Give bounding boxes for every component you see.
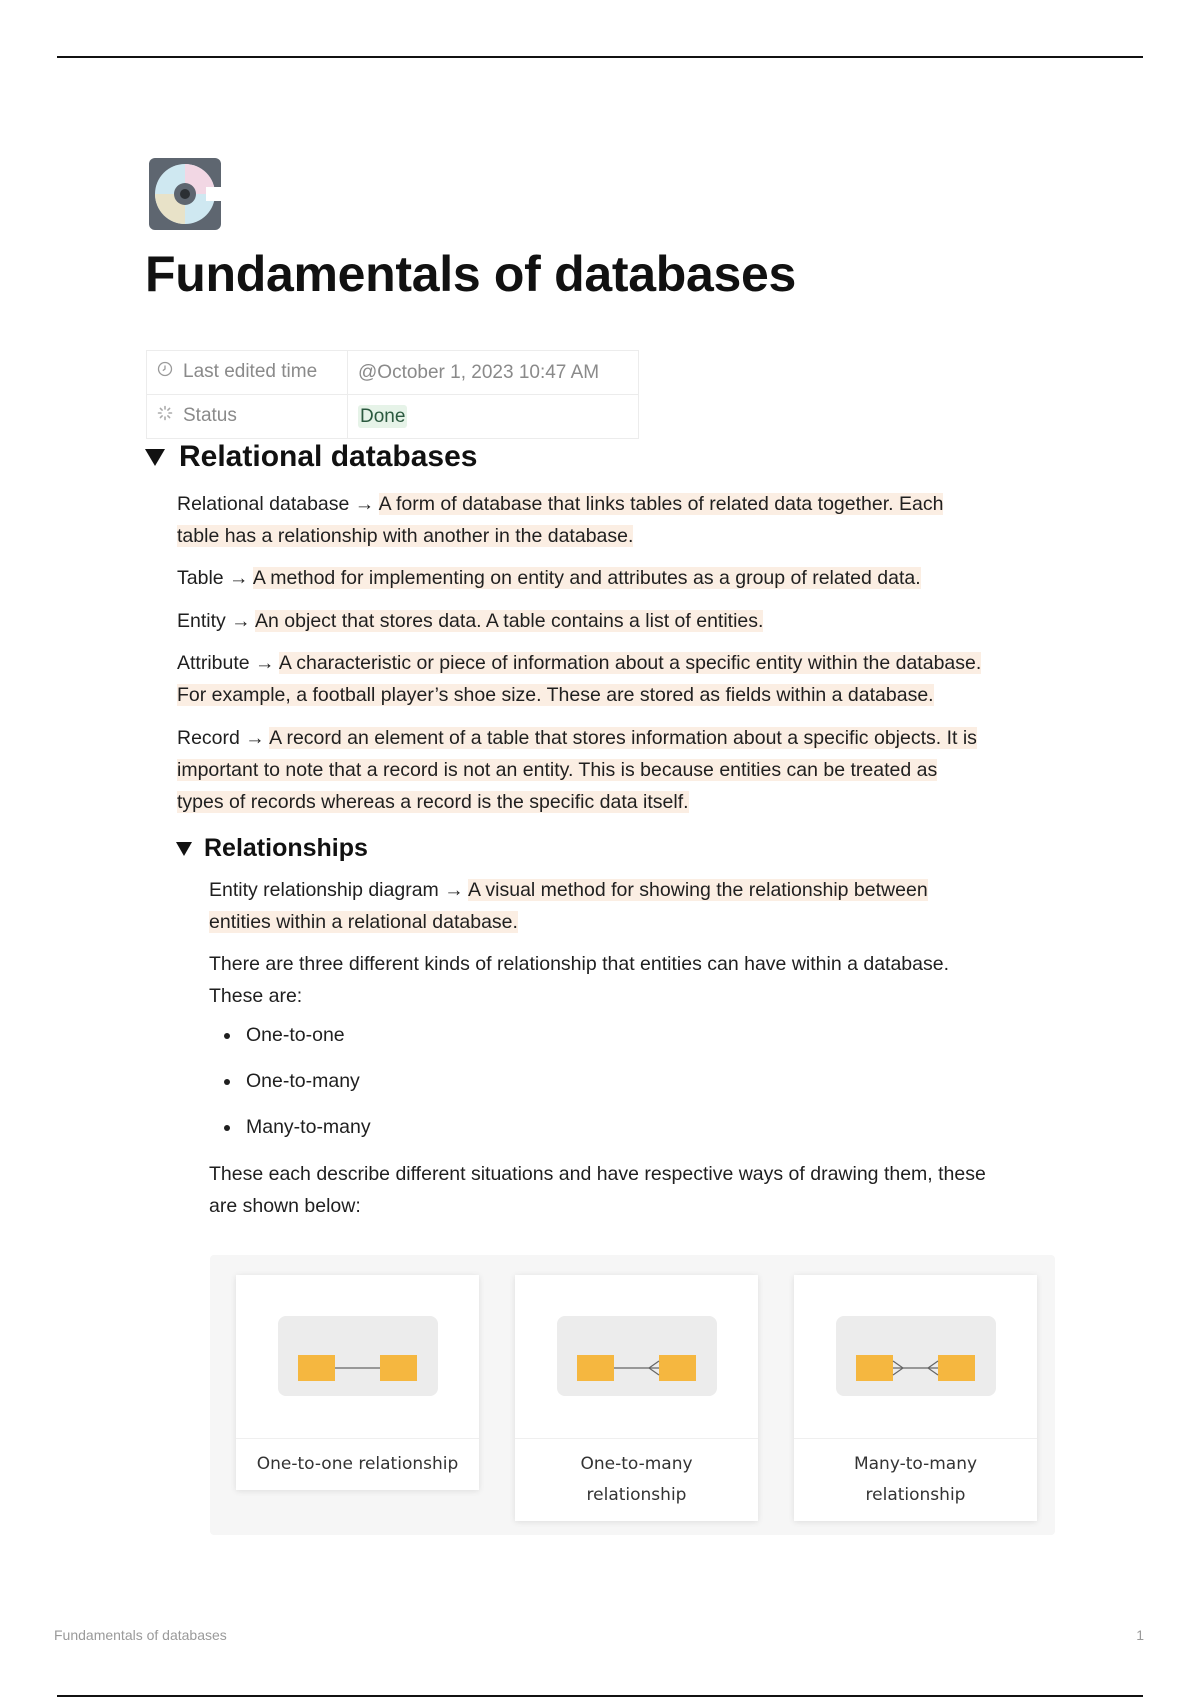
toggle-triangle-icon[interactable] [145,449,165,466]
list-item: One-to-one [209,1020,371,1066]
properties-table [146,350,639,439]
one-to-one-card[interactable] [236,1275,479,1490]
one-to-many-card[interactable] [515,1275,758,1521]
relationship-diagram-gallery [210,1255,1055,1535]
property-value[interactable] [348,395,639,439]
status-badge[interactable]: Done [360,405,406,427]
definition-attribute: Attribute → A characteristic or piece of information about a specific entity within the database. For example, a football player’s shoe size. These are stored as fields within a database. [177,652,982,706]
clock-icon [157,361,177,383]
property-row-last-edited [147,351,639,395]
property-row-status [147,395,639,439]
shown-below-paragraph: These each describe different situations and have respective ways of drawing them, these are shown below: [209,1163,986,1217]
definition-record: Record → A record an element of a table that stores information about a specific objects. It is important to note that a record is not an entity. This is because entities can be treated as types of records whereas a record is the specific data itself. [177,727,977,813]
one-to-many-diagram [515,1275,758,1438]
one-to-one-diagram [236,1275,479,1438]
definition-table: Table → A method for implementing on entity and attributes as a group of related data. [177,567,921,589]
one-to-many-connector [515,1275,758,1438]
many-to-many-card[interactable] [794,1275,1037,1521]
toggle-triangle-icon[interactable] [176,842,192,856]
footer-page-number: 1 [1136,1627,1144,1643]
list-item: Many-to-many [209,1112,371,1158]
list-item: One-to-many [209,1066,371,1112]
section-heading-relational-databases[interactable]: Relational databases [145,440,477,474]
definition-entity: Entity → An object that stores data. A table contains a list of entities. [177,610,764,632]
many-to-many-diagram [794,1275,1037,1438]
kinds-paragraph: There are three different kinds of relationship that entities can have within a database. These are: [209,953,950,1007]
definition-relational-database: Relational database → A form of database that links tables of related data together. Each table has a relationship with another in the database. [177,493,944,547]
one-to-one-connector [236,1275,479,1438]
card-caption: Many-to-many relationship [794,1438,1037,1521]
many-to-many-connector [794,1275,1037,1438]
card-caption: One-to-one relationship [236,1438,479,1490]
relationship-kinds-list [209,1020,371,1158]
status-spinner-icon [157,405,177,427]
footer-title: Fundamentals of databases [54,1627,227,1643]
property-key: Status [147,395,348,439]
bottom-rule [57,1695,1143,1697]
top-rule [57,56,1143,58]
page-title: Fundamentals of databases [145,246,796,302]
subsection-heading-relationships[interactable]: Relationships [176,834,368,863]
definition-erd: Entity relationship diagram → A visual method for showing the relationship between entities within a relational database. [209,879,928,933]
card-caption: One-to-many relationship [515,1438,758,1521]
property-value[interactable]: @October 1, 2023 10:47 AM [348,351,639,395]
property-key: Last edited time [147,351,348,395]
disc-icon [148,157,222,231]
